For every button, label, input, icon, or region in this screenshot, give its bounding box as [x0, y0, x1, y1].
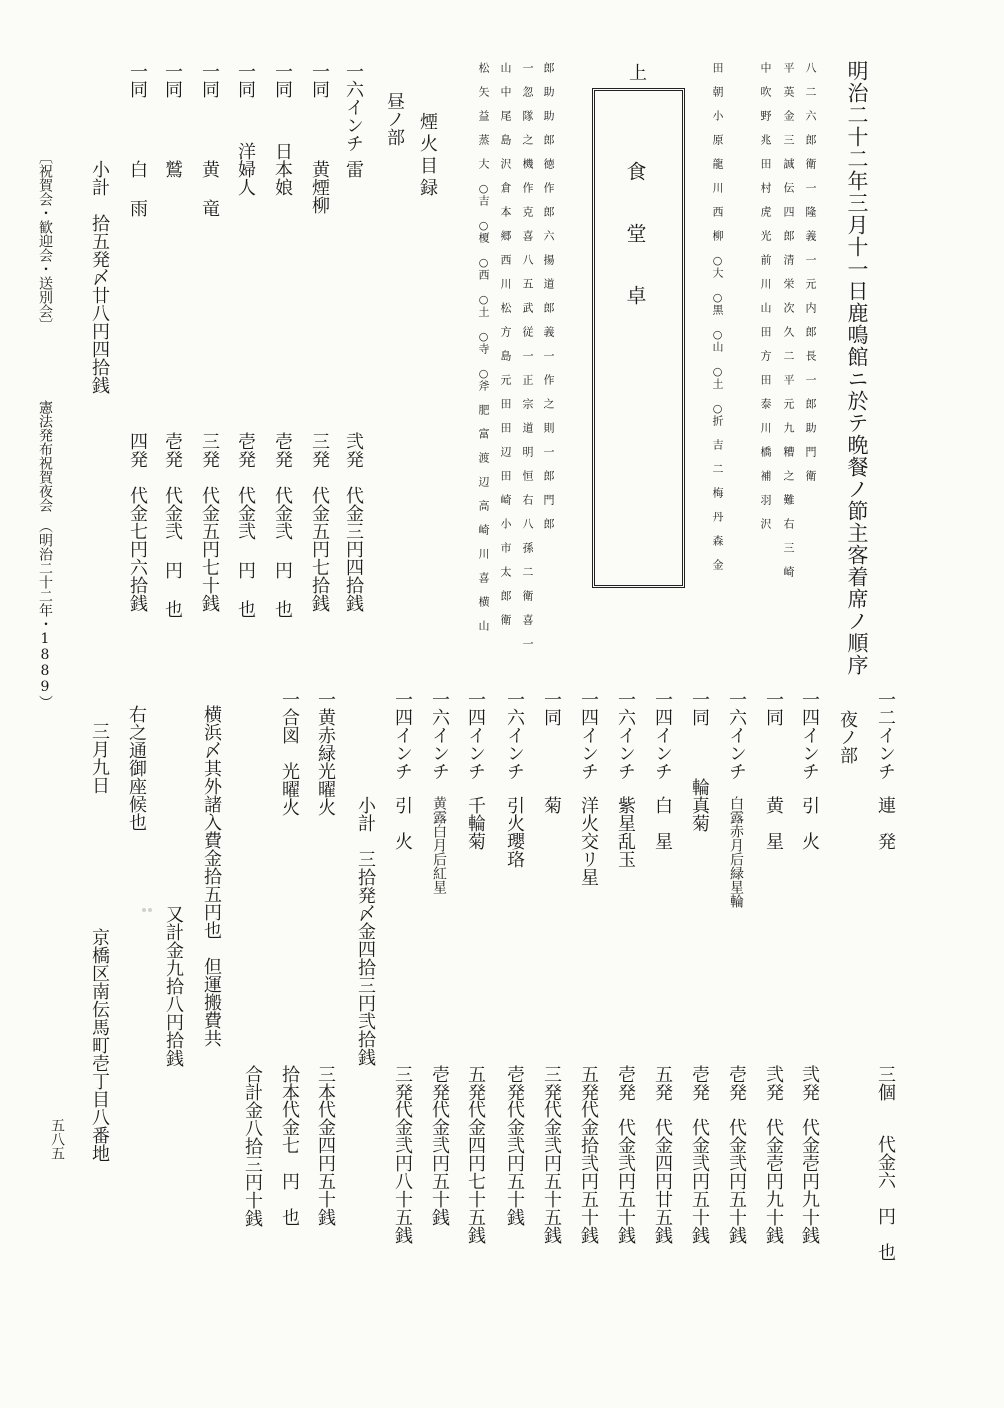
night-section-title: 夜ノ部 — [837, 710, 858, 764]
seating-column: 松 矢 益 蒸 大 ○吉 ○榎 ○西 ○土 ○寺 ○斧 肥 富 渡 辺 高 崎 川 喜 横 山 — [477, 62, 490, 631]
seating-column: 中 吹 野 兆 田 村 虎 光 前 川 山 田 方 田 泰 川 橋 補 羽 沢 — [759, 62, 772, 529]
dining-table-title: 食堂卓 — [623, 161, 647, 347]
fireworks-title: 煙火目録 — [417, 112, 438, 200]
document-page: 明治二十二年三月十一日鹿鳴館ニ於テ晩餐ノ節主客着席ノ順序 八 二 六 郎 衛 一 隆 義 一 元 内 郎 長 一 郎 助 門 衛 平 英 金 三 誠 伝 四 郎 清 栄 次 久 二 平 元 九 糟 之 難 右 三 崎 中 吹 野 兆 田 村 虎 光 前 川 山 田 方 田 泰 川 橋 補 羽 沢 田 朝 小 原 龍 川 西 柳 ○大 ○黒 ○山 ○土 ○折 吉 二 梅 丹 森 金 上 食堂卓 郎 助 助 郎 徳 作 郎 六 揚 道 郎 義 一 作 之 則 一 郎 門 郎 一 忽 隊 之 機 作 克 喜 八 五 武 従 一 正 宗 道 明 恒 右 八 孫 二 衛 喜 一 山 中 尾 島 沢 倉 本 郷 西 川 松 方 島 元 田 田 辺 田 崎 小 市 太 郎 衛 松 矢 益 蒸 大 ○吉 ○榎 ○西 ○土 ○寺 ○斧 肥 富 渡 辺 高 崎 川 喜 横 山 煙火目録 昼ノ部 一六インチ 雷 弐発 代金三円四拾銭 一同 黄煙柳 三発 代金五円七拾銭 一同 日本娘 壱発 代金弐 円 也 一同 洋婦人 壱発 代金弐 円 也 一同 黄 竜 三発 代金五円七十銭 一同 鷲 壱発 代金弐 円 也 一同 白 雨 四発 代金七円六拾銭 小計 拾五発〆廿八円四拾銭 〔祝賀会・歓迎会・送別会〕 憲法発布祝賀夜会 （明治二十二年・1889） 一二インチ 連 発 三個 代金六 円 也 夜ノ部 一四インチ 引 火 弐発 代金壱円九十銭 一同 黄 星 弐発 代金壱円九十銭 一六インチ 白露赤月后緑星輪 壱発 代金弐円五十銭 一同 輪真菊 壱発 代金弐円五十銭 一四インチ 白 星 五発 代金四円廿五銭 一六インチ 紫星乱玉 壱発 代金弐円五十銭 一四インチ 洋火交リ星 五発 代金拾弐円五十銭 一同 菊 三発 代金弐円五十五銭 一六インチ 引火瓔珞 壱発 代金弐円五十銭 一四インチ 千輪菊 五発 代金四円七十五銭 一六インチ 黄露白月后紅星 壱発 代金弐円五十銭 一四インチ 引 火 三発 代金弐円八十五銭 小計 三拾発〆金四拾三円弐拾銭 一黄赤緑光曜火 三本 代金四円五十銭 一合図 光曜火 拾本 代金七 円 也 合計金八拾三円十銭 横浜〆其外諸入費金拾五円也 但運搬費共 又計金九拾八円拾銭 右之通御座候也 三月九日 京橋区南伝馬町壱丁目八番地 五八五 — [37, 60, 896, 1261]
grand-total: 又計金九拾八円拾銭 — [163, 905, 184, 1067]
address: 京橋区南伝馬町壱丁目八番地 — [89, 928, 110, 1162]
seat-head-mark: 上 — [626, 63, 647, 81]
seating-column: 田 朝 小 原 龍 川 西 柳 ○大 ○黒 ○山 ○土 ○折 吉 二 梅 丹 森 金 — [711, 62, 724, 570]
smudge-mark — [140, 905, 154, 915]
day-subtotal: 小計 拾五発〆廿八円四拾銭 — [89, 160, 110, 394]
page-title: 明治二十二年三月十一日鹿鳴館ニ於テ晩餐ノ節主客着席ノ順序 — [845, 60, 869, 676]
category-label: 〔祝賀会・歓迎会・送別会〕 — [37, 150, 53, 332]
yokohama-expenses: 横浜〆其外諸入費金拾五円也 但運搬費共 — [201, 705, 222, 1047]
seating-column: 山 中 尾 島 沢 倉 本 郷 西 川 松 方 島 元 田 田 辺 田 崎 小 市 太 郎 衛 — [499, 62, 512, 625]
seating-column: 一 忽 隊 之 機 作 克 喜 八 五 武 従 一 正 宗 道 明 恒 右 八 孫 二 衛 喜 一 — [521, 62, 534, 649]
day-section-title: 昼ノ部 — [384, 92, 405, 146]
night-total: 合計金八拾三円十銭 — [242, 1065, 263, 1227]
page-number: 五八五 — [49, 1118, 65, 1160]
document-date: 三月九日 — [89, 722, 110, 794]
dining-table-box — [592, 63, 685, 588]
closing-phrase: 右之通御座候也 — [126, 705, 147, 831]
event-label: 憲法発布祝賀夜会 （明治二十二年・1889） — [37, 400, 53, 709]
night-subtotal: 小計 三拾発〆金四拾三円弐拾銭 — [355, 796, 376, 1066]
seating-column: 平 英 金 三 誠 伝 四 郎 清 栄 次 久 二 平 元 九 糟 之 難 右 三 崎 — [782, 62, 795, 577]
seating-column: 郎 助 助 郎 徳 作 郎 六 揚 道 郎 義 一 作 之 則 一 郎 門 郎 — [542, 62, 555, 529]
seating-column: 八 二 六 郎 衛 一 隆 義 一 元 内 郎 長 一 郎 助 門 衛 — [804, 62, 817, 481]
